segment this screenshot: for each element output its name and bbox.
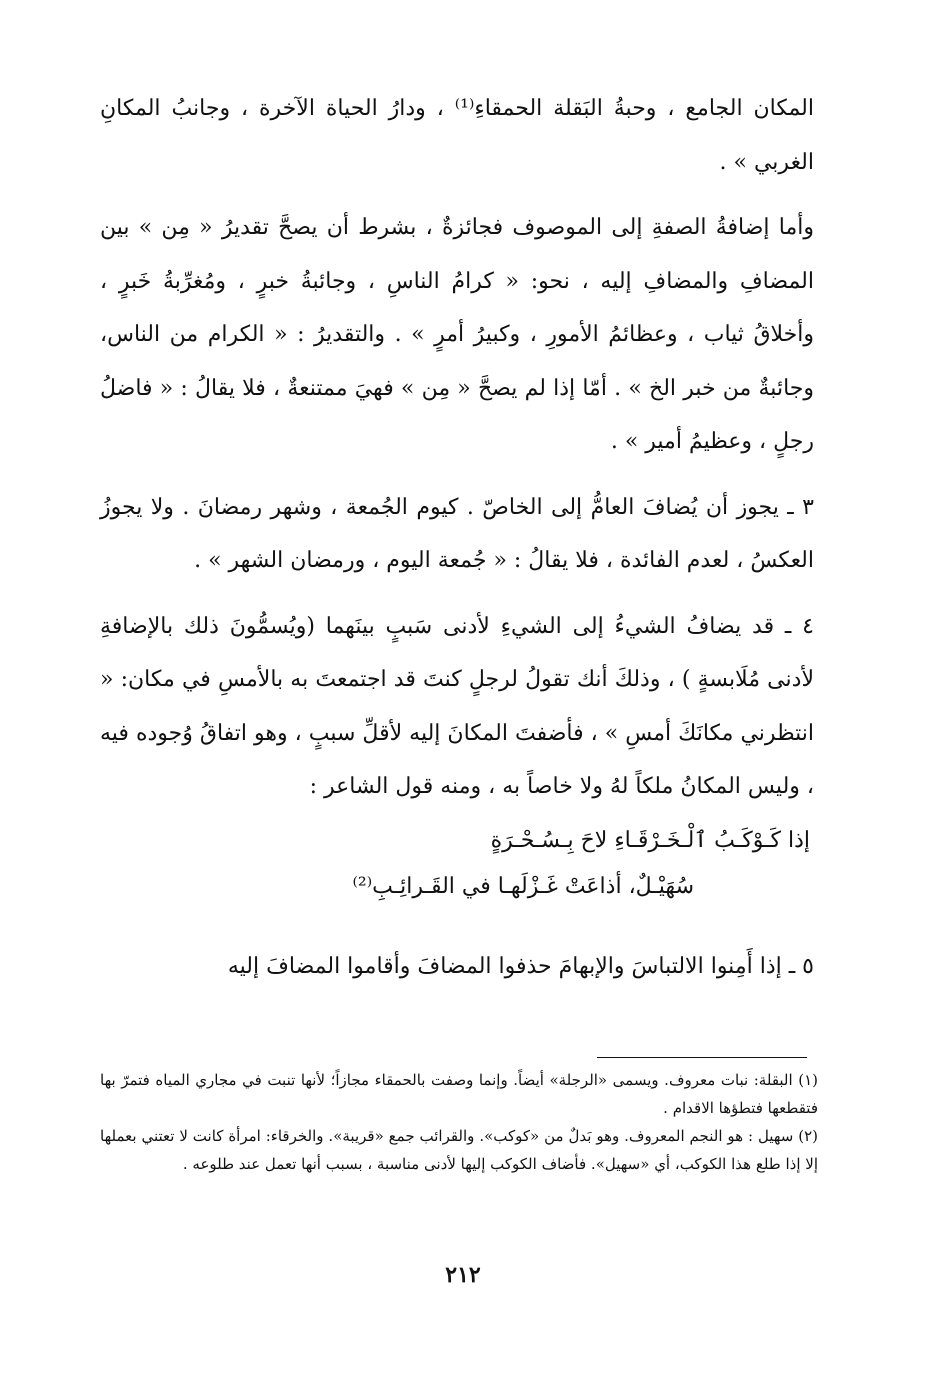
- paragraph-3: ٣ ـ يجوز أن يُضافَ العامُّ إلى الخاصّ . كيوم الجُمعة ، وشهر رمضانَ . ولا يجوزُ العكسُ ، لعدم الفائدة ، فلا يقالُ : « جُمعة اليوم ، ورمضان الشهر » .: [100, 494, 814, 573]
- paragraph-4: ٤ ـ قد يضافُ الشيءُ إلى الشيءِ لأدنى سَببٍ بينَهما (ويُسمُّونَ ذلك بالإضافةِ لأدنى مُلَابسةٍ ) ، وذلكَ أنك تقولُ لرجلٍ كنتَ قد اجتمعتَ به بالأمسِ في مكان: « انتظرني مكانَكَ أمسِ » ، فأضفتَ المكانَ إليه لأقلِّ سببٍ ، وهو اتفاقُ وُجوده فيه ، وليس المكانُ ملكاً لهُ ولا خاصاً به ، ومنه قول الشاعر :: [100, 613, 814, 799]
- verse-line-2: سُهَيْـلٌ، أذاعَتْ غَـزْلَهـا في القَـرائِـبِ⁽²⁾: [352, 873, 694, 899]
- poetry-verse: [100, 820, 814, 940]
- footnote-1: (١) البقلة: نبات معروف. ويسمى «الرجلة» أيضاً. وإنما وصفت بالحمقاء مجازاً؛ لأنها تنبت في مجاري المياه فتمرّ بها فتقطعها فتطؤها الاقدام .: [100, 1071, 818, 1117]
- paragraph-2: وأما إضافةُ الصفةِ إلى الموصوف فجائزةٌ ، بشرط أن يصحَّ تقديرُ « مِن » بين المضافِ والمضافِ إليه ، نحو: « كرامُ الناسِ ، وجائبةُ خبرٍ ، ومُغرِّبةُ خَبرٍ ، وأخلاقُ ثياب ، وعظائمُ الأمورِ ، وكبيرُ أمرٍ » . والتقديرُ : « الكرام من الناس، وجائبةٌ من خبر الخ » . أمّا إذا لم يصحَّ « مِن » فهيَ ممتنعةٌ ، فلا يقالُ : « فاضلُ رجلٍ ، وعظيمُ أمير » .: [100, 215, 815, 454]
- paragraph-5: ٥ ـ إذا أَمِنوا الالتباسَ والإبهامَ حذفوا المضافَ وأقاموا المضافَ إليه: [227, 953, 814, 979]
- footnotes: [100, 1066, 818, 1178]
- paragraph-1: المكان الجامع ، وحبةُ البَقلة الحمقاءِ⁽¹⁾ ، ودارُ الحياة الآخرة ، وجانبُ المكانِ الغربي » .: [100, 96, 815, 175]
- page-number: ٢١٢: [445, 1262, 481, 1288]
- verse-line-1: إذا كَـوْكَـبُ ٱلْـخَـرْقَـاءِ لاحَ بِـسُـحْـرَةٍ: [490, 827, 810, 853]
- main-text: [100, 82, 814, 993]
- footnote-divider: [597, 1057, 807, 1058]
- footnote-2: (٢) سهيل : هو النجم المعروف. وهو بَدلٌ من «كوكب». والقرائب جمع «قريبة». والخرقاء: امرأة كانت لا تعتني بعملها إلا إذا طلع هذا الكوكب، أي «سهيل». فأضاف الكوكب إليها لأدنى مناسبة ، بسبب أنها تعمل عند طلوعه .: [100, 1127, 818, 1173]
